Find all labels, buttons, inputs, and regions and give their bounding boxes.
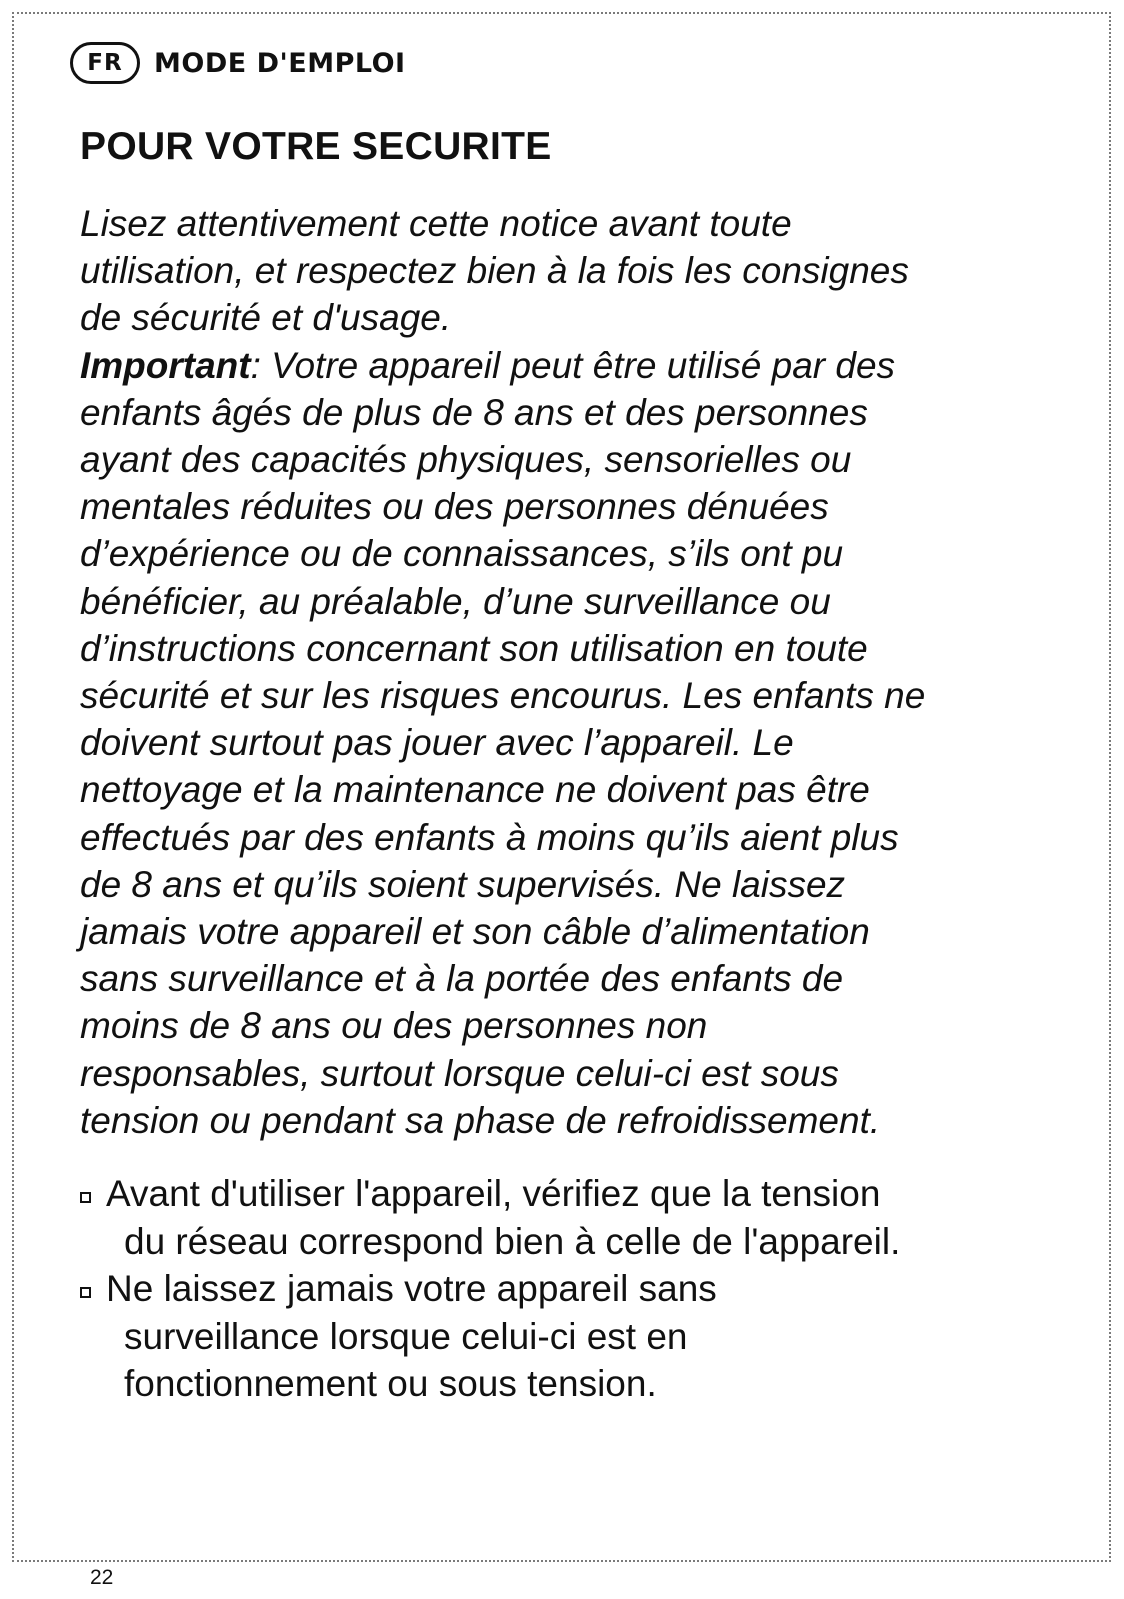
- bullet-line: Avant d'utiliser l'appareil, vérifiez que la tension: [106, 1173, 881, 1214]
- important-first-text: : Votre appareil peut être utilisé par des: [250, 344, 896, 386]
- intro-line: utilisation, et respectez bien à la fois les consignes: [80, 250, 909, 292]
- important-line: de 8 ans et qu’ils soient supervisés. Ne laissez: [80, 863, 846, 905]
- safety-bullet-list: [80, 1170, 1070, 1408]
- list-item: [80, 1170, 1070, 1265]
- important-label: Important: [80, 344, 251, 386]
- manual-title: MODE D'EMPLOI: [154, 47, 406, 79]
- important-line: nettoyage et la maintenance ne doivent pas être: [80, 769, 870, 811]
- important-line: tension ou pendant sa phase de refroidissement.: [80, 1099, 881, 1141]
- intro-line: Lisez attentivement cette notice avant toute: [80, 203, 792, 244]
- bullet-line: fonctionnement ou sous tension.: [124, 1363, 657, 1404]
- language-badge: FR: [70, 42, 140, 84]
- important-line: bénéficier, au préalable, d’une surveillance ou: [80, 580, 831, 622]
- bullet-line: surveillance lorsque celui-ci est en: [124, 1315, 688, 1357]
- safety-intro-paragraph: [80, 200, 1070, 1144]
- list-item: [80, 1265, 1070, 1408]
- important-line: jamais votre appareil et son câble d’alimentation: [80, 911, 870, 953]
- important-line: sécurité et sur les risques encourus. Les enfants ne: [80, 675, 926, 717]
- checkbox-square-icon: [80, 1192, 91, 1203]
- important-line: responsables, surtout lorsque celui-ci est sous: [80, 1052, 839, 1094]
- important-line: effectués par des enfants à moins qu’ils aient plus: [80, 816, 899, 858]
- important-line: d’instructions concernant son utilisation en toute: [80, 627, 868, 669]
- important-line: mentales réduites ou des personnes dénuées: [80, 486, 829, 528]
- bullet-line: Ne laissez jamais votre appareil sans: [106, 1268, 717, 1309]
- important-first-line: [80, 342, 1070, 389]
- important-line: d’expérience ou de connaissances, s’ils ont pu: [80, 533, 844, 575]
- important-line: enfants âgés de plus de 8 ans et des personnes: [80, 391, 868, 433]
- intro-line: de sécurité et d'usage.: [80, 297, 452, 339]
- important-line: ayant des capacités physiques, sensorielles ou: [80, 439, 852, 481]
- manual-header: [70, 42, 406, 84]
- checkbox-square-icon: [80, 1287, 91, 1298]
- section-title: POUR VOTRE SECURITE: [80, 125, 552, 168]
- bullet-line: du réseau correspond bien à celle de l'appareil.: [124, 1220, 901, 1262]
- important-line: moins de 8 ans ou des personnes non: [80, 1005, 708, 1047]
- page-number: 22: [90, 1566, 114, 1589]
- important-line: doivent surtout pas jouer avec l’appareil. Le: [80, 722, 794, 764]
- important-line: sans surveillance et à la portée des enfants de: [80, 958, 844, 1000]
